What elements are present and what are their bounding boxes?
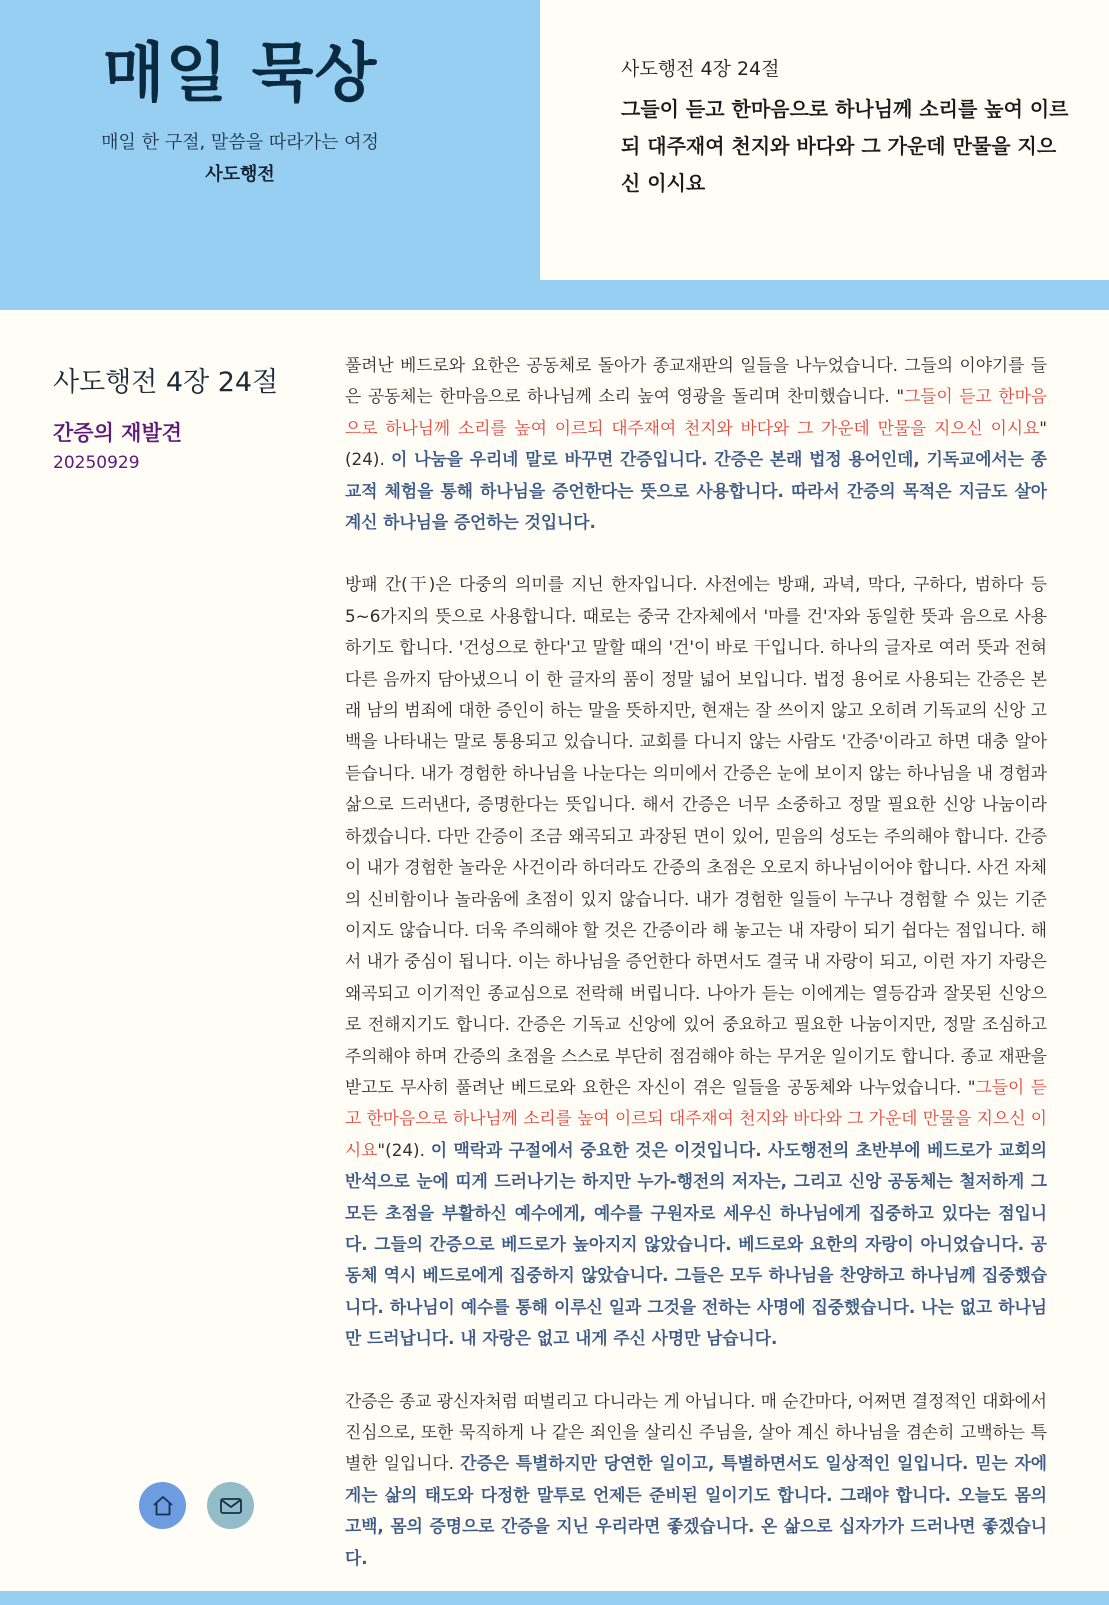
site-header: [0, 0, 1109, 310]
verse-citation: "(24).: [345, 417, 1047, 470]
home-button[interactable]: [139, 1482, 186, 1529]
post-sidebar: [53, 360, 323, 473]
verse-reference: 사도행전 4장 24절: [621, 58, 780, 80]
emphasis-text: 이 나눔을 우리네 말로 바꾸면 간증입니다. 간증은 본래 법정 용어인데, 기독교에서는 종교적 체험을 통해 하나님을 증언한다는 뜻으로 사용합니다. 따라서 간증의 목적은 지금도 살아 계신 하나님을 증언하는 것입니다.: [345, 449, 1047, 533]
paragraph-text: 간증은 종교 광신자처럼 떠벌리고 다니라는 게 아닙니다. 매 순간마다, 어쩌면 결정적인 대화에서 진심으로, 또한 묵직하게 나 같은 죄인을 살리신 주님을, 살아 계신 하나님을 겸손히 고백하는 특별한 일입니다.: [345, 1390, 1047, 1474]
paragraph-1: [345, 350, 1047, 538]
paragraph-text: 방패 간(干)은 다중의 의미를 지닌 한자입니다. 사전에는 방패, 과녁, 막다, 구하다, 범하다 등 5~6가지의 뜻으로 사용합니다. 때로는 중국 간자체에서 '마를 건'자와 동일한 뜻과 음으로 사용하기도 합니다. '건성으로 한다'고 말할 때의 '건'이 바로 干입니다. 하나의 글자로 여러 뜻과 전혀 다른 음까지 담아냈으니 이 한 글자의 품이 정말 넓어 보입니다. 법정 용어로 사용되는 간증은 본래 남의 범죄에 대한 증인이 하는 말을 뜻하지만, 현재는 잘 쓰이지 않고 오히려 기독교의 신앙 고백을 나타내는 말로 통용되고 있습니다. 교회를 다니지 않는 사람도 '간증'이라고 하면 대충 알아 듣습니다. 내가 경험한 하나님을 나눈다는 의미에서 간증은 눈에 보이지 않는 하나님을 내 경험과 삶으로 드러낸다, 증명한다는 뜻입니다. 해서 간증은 너무 소중하고 정말 필요한 신앙 나눔이라 하겠습니다. 다만 간증이 조금 왜곡되고 과장된 면이 있어, 믿음의 성도는 주의해야 합니다. 간증이 내가 경험한 놀라운 사건이라 하더라도 간증의 초점은 오로지 하나님이어야 합니다. 사건 자체의 신비함이나 놀라움에 초점이 있지 않습니다. 내가 경험한 일들이 누구나 경험할 수 있는 기준이지도 않습니다. 더욱 주의해야 할 것은 간증이라 해 놓고는 내 자랑이 되기 쉽다는 점입니다. 해서 내가 중심이 됩니다. 이는 하나님을 증언한다 하면서도 결국 내 자랑이 되고, 이런 자기 자랑은 왜곡되고 이기적인 종교심으로 전락해 버립니다. 나아가 듣는 이에게는 열등감과 잘못된 신앙으로 전해지기도 합니다. 간증은 기독교 신앙에 있어 중요하고 필요한 나눔이지만, 정말 조심하고 주의해야 하며 간증의 초점을 스스로 부단히 점검해야 하는 무거운 일이기도 합니다. 종교 재판을 받고도 무사히 풀려난 베드로와 요한은 자신이 겪은 일들을 공동체와 나누었습니다. ": [345, 574, 1047, 1097]
emphasis-text: 이 맥락과 구절에서 중요한 것은 이것입니다. 사도행전의 초반부에 베드로가 교회의 반석으로 눈에 띠게 드러나기는 하지만 누가-행전의 저자는, 그리고 신앙 공동체는 철저하게 그 모든 초점을 부활하신 예수에게, 예수를 구원자로 세우신 하나님에게 집중하고 있다는 점입니다. 그들의 간증으로 베드로가 높아지지 않았습니다. 베드로와 요한의 자랑이 아니었습니다. 공동체 역시 베드로에게 집중하지 않았습니다. 그들은 모두 하나님을 찬양하고 하나님께 집중했습니다. 하나님이 예수를 통해 이루신 일과 그것을 전하는 사명에 집중했습니다. 나는 없고 하나님만 드러납니다. 내 자랑은 없고 내게 주신 사명만 남습니다.: [345, 1139, 1047, 1349]
post-body: [345, 350, 1047, 1605]
emphasis-text: 간증은 특별하지만 당연한 일이고, 특별하면서도 일상적인 일입니다. 믿는 자에게는 삶의 태도와 다정한 말투로 언제든 준비된 일이기도 합니다. 그래야 합니다. 오늘도 몸의 고백, 몸의 증명으로 간증을 지닌 우리라면 좋겠습니다. 온 삶으로 십자가가 드러나면 좋겠습니다.: [345, 1453, 1047, 1568]
post-reference: 사도행전 4장 24절: [53, 367, 279, 398]
paragraph-2: [345, 569, 1047, 1354]
paragraph-text: 풀려난 베드로와 요한은 공동체로 돌아가 종교재판의 일들을 나누었습니다. 그들의 이야기를 들은 공동체는 한마음으로 하나님께 소리 높여 영광을 돌리며 찬미했습니다. ": [345, 355, 1047, 407]
mail-button[interactable]: [207, 1482, 254, 1529]
brand-block: [0, 0, 540, 280]
site-title[interactable]: 매일 묵상: [102, 37, 378, 111]
footer-bar: [0, 1591, 1109, 1605]
verse-citation: "(24).: [377, 1139, 431, 1160]
home-icon: [151, 1494, 175, 1518]
scripture-quote: 그들이 듣고 한마음으로 하나님께 소리를 높여 이르되 대주재여 천지와 바다와 그 가운데 만물을 지으신 이시요: [345, 386, 1047, 438]
post-title: 간증의 재발견: [53, 421, 183, 445]
site-tagline: 매일 한 구절, 말씀을 따라가는 여정: [101, 132, 379, 153]
post-date: 20250929: [53, 453, 140, 473]
paragraph-3: [345, 1386, 1047, 1574]
scripture-quote: 그들이 듣고 한마음으로 하나님께 소리를 높여 이르되 대주재여 천지와 바다와 그 가운데 만물을 지으신 이시요: [345, 1076, 1048, 1160]
book-name: 사도행전: [205, 164, 275, 185]
verse-card: [540, 0, 1109, 280]
verse-text: 그들이 듣고 한마음으로 하나님께 소리를 높여 이르되 대주재여 천지와 바다와 그 가운데 만물을 지으신 이시요: [621, 97, 1069, 195]
mail-icon: [218, 1493, 244, 1519]
